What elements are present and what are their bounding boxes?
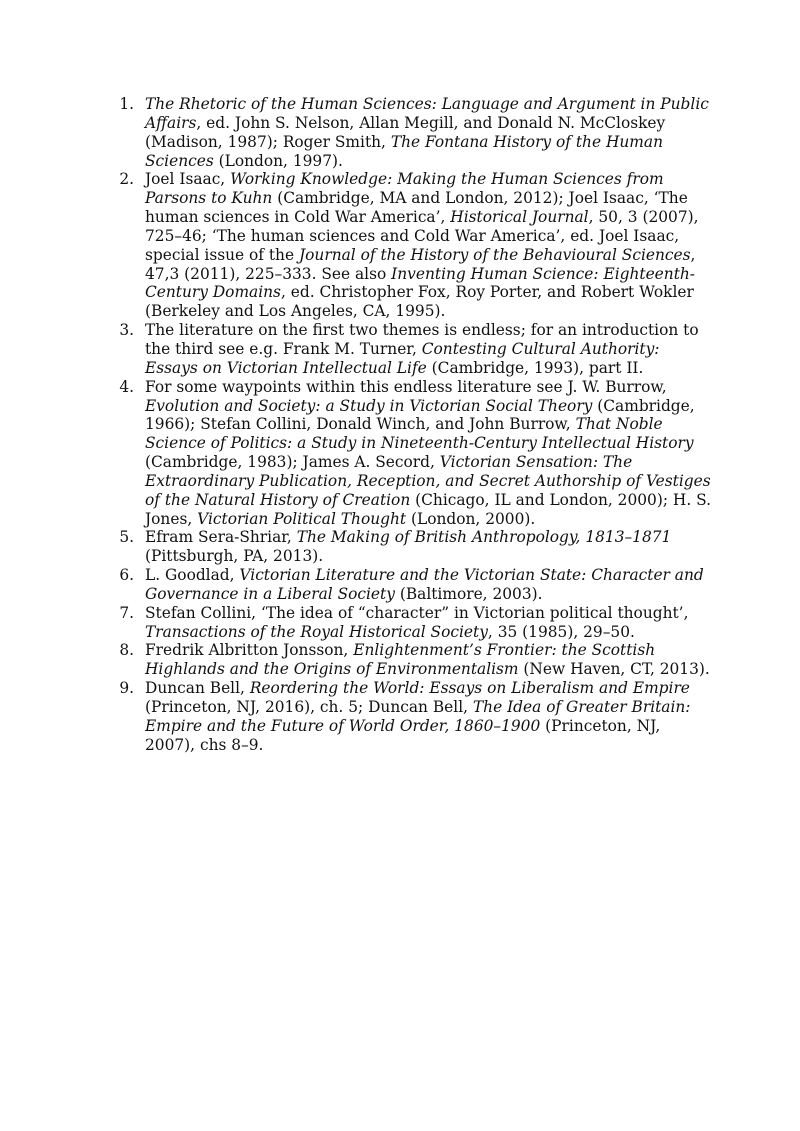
citation-text: Stefan Collini, ‘The idea of “character” in Victorian political thought’, [145, 603, 689, 622]
citation-text: Efram Sera-Shriar, [145, 528, 297, 547]
citation-text: Joel Isaac, [145, 170, 231, 189]
endnote-number: 2. [119, 170, 134, 189]
italic-title: Working Knowledge: Making the Human Sciences from Parsons to Kuhn [145, 170, 664, 208]
citation-text: Fredrik Albritton Jonsson, [145, 641, 354, 660]
italic-title: Historical Journal [450, 208, 589, 227]
citation-text: (Cambridge, MA and London, 2012); Joel Isaac, ‘The human sciences in Cold War America’, [145, 189, 688, 227]
endnote-item [112, 679, 712, 754]
endnote-text [145, 641, 712, 679]
citation-text: (Cambridge, 1983); James A. Secord, [145, 453, 440, 472]
endnote-text [145, 679, 712, 754]
citation-text: (Cambridge, 1966); Stefan Collini, Donald Winch, and John Burrow, [145, 396, 695, 434]
citation-text: (Princeton, NJ, 2016), ch. 5; Duncan Bell, [145, 698, 473, 716]
citation-text: (London, 1997). [213, 151, 343, 170]
endnote-number: 7. [119, 603, 134, 622]
citation-text: The literature on the first two themes is endless; for an introduction to the third see e.g. Frank M. Turner, [145, 321, 699, 358]
endnote-text [145, 321, 712, 378]
citation-text: , 50, 3 (2007), 725–46; ‘The human sciences and Cold War America’, ed. Joel Isaac, special issue of the [145, 208, 699, 264]
citation-text: (London, 2000). [406, 509, 536, 528]
endnote-text [145, 378, 712, 529]
endnote-text [145, 604, 712, 642]
endnote-text [145, 566, 712, 604]
endnote-item [112, 95, 712, 170]
citation-text: (Cambridge, 1993), part II. [426, 358, 644, 377]
italic-title: Enlightenment’s Frontier: the Scottish Highlands and the Origins of Environmentalism [145, 641, 656, 679]
endnote-text [145, 95, 712, 170]
italic-title: Evolution and Society: a Study in Victorian Social Theory [145, 396, 593, 415]
endnote-item [112, 170, 712, 321]
italic-title: Victorian Sensation: The Extraordinary Publication, Reception, and Secret Authorship of Vestiges of the Natural History of Creation [145, 453, 711, 509]
citation-text: , 35 (1985), 29–50. [487, 622, 635, 641]
endnote-number: 1. [119, 95, 134, 113]
endnote-item [112, 321, 712, 378]
endnote-number: 6. [119, 566, 134, 585]
italic-title: Transactions of the Royal Historical Society [145, 622, 488, 641]
endnote-text [145, 170, 712, 321]
italic-title: The Idea of Greater Britain: Empire and the Future of World Order, 1860–1900 [145, 698, 691, 735]
citation-text: (Chicago, IL and London, 2000); H. S. Jones, [145, 490, 712, 528]
citation-text: , 47,3 (2011), 225–333. See also [145, 245, 696, 283]
italic-title: The Making of British Anthropology, 1813–1871 [296, 528, 672, 547]
citation-text: , ed. John S. Nelson, Allan Megill, and Donald N. McCloskey (Madison, 1987); Roger Smith, [145, 113, 666, 151]
italic-title: Victorian Literature and the Victorian State: Character and Governance in a Liberal Society [145, 566, 704, 603]
italic-title: Contesting Cultural Authority: Essays on Victorian Intellectual Life [145, 339, 660, 377]
endnote-number: 5. [119, 528, 134, 547]
endnote-text [145, 528, 712, 566]
italic-title: The Fontana History of the Human Sciences [145, 132, 663, 170]
endnote-number: 9. [119, 679, 134, 698]
citation-text: (Pittsburgh, PA, 2013). [145, 547, 324, 566]
italic-title: Inventing Human Science: Eighteenth-Century Domains [145, 264, 695, 302]
citation-text: Duncan Bell, [145, 679, 250, 698]
italic-title: That Noble Science of Politics: a Study in Nineteenth-Century Intellectual History [145, 415, 694, 453]
citation-text: , ed. Christopher Fox, Roy Porter, and Robert Wokler (Berkeley and Los Angeles, CA, 1995). [145, 283, 694, 321]
endnote-number: 3. [119, 321, 134, 340]
italic-title: Victorian Political Thought [197, 509, 407, 528]
endnote-item [112, 528, 712, 566]
italic-title: Journal of the History of the Behavioural Sciences [298, 245, 691, 264]
endnote-item [112, 604, 712, 642]
italic-title: Reordering the World: Essays on Liberalism and Empire [249, 679, 690, 698]
citation-text: L. Goodlad, [145, 566, 240, 585]
endnote-item [112, 566, 712, 604]
endnote-item [112, 641, 712, 679]
citation-text: (Baltimore, 2003). [394, 584, 543, 603]
endnote-item [112, 378, 712, 529]
endnote-number: 8. [119, 641, 134, 660]
citation-text: (New Haven, CT, 2013). [518, 660, 710, 679]
italic-title: The Rhetoric of the Human Sciences: Language and Argument in Public Affairs [145, 95, 709, 132]
endnote-number: 4. [119, 377, 134, 396]
citation-text: (Princeton, NJ, 2007), chs 8–9. [145, 716, 661, 754]
endnotes-list [112, 95, 712, 755]
citation-text: For some waypoints within this endless literature see J. W. Burrow, [145, 377, 667, 396]
